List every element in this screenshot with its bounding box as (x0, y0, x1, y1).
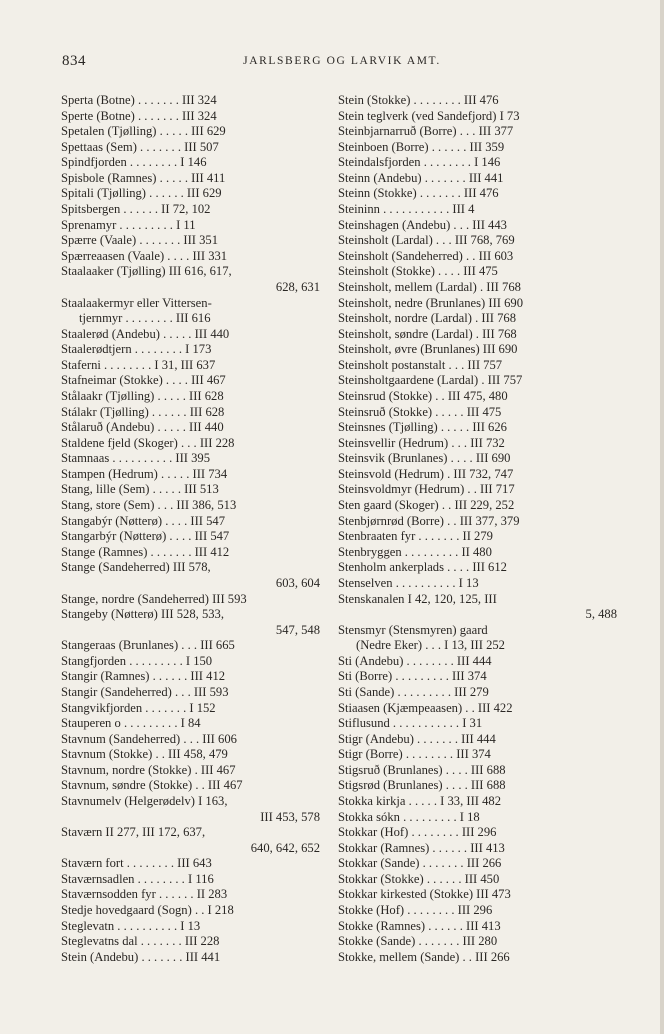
index-entry: Staalaaker (Tjølling) III 616, 617, (61, 264, 232, 279)
index-entry: Stang, lille (Sem) . . . . . III 513 (61, 482, 219, 497)
index-entry: Sti (Sande) . . . . . . . . . III 279 (338, 684, 489, 699)
page-header (62, 53, 622, 73)
index-entry: Stensmyr (Stensmyren) gaard (338, 622, 488, 637)
index-entry: Steinsholt, nedre (Brunlanes) III 690 (338, 295, 524, 310)
index-entry: III 453, 578 (260, 809, 320, 824)
index-entry: Steinsholtgaardene (Lardal) . III 757 (338, 373, 523, 388)
index-entry: Steinsholt (Stokke) . . . . III 475 (338, 264, 498, 279)
index-entry: Stamnaas . . . . . . . . . . III 395 (61, 451, 211, 466)
index-entry: Stenholm ankerplads . . . . III 612 (338, 560, 507, 575)
page-number: 834 (62, 53, 86, 69)
running-title: JARLSBERG OG LARVIK AMT. (243, 55, 441, 67)
index-entry: Steinsruð (Stokke) . . . . . III 475 (338, 404, 502, 419)
index-entry: Stokka sókn . . . . . . . . . I 18 (338, 809, 480, 824)
index-entry: 628, 631 (275, 279, 320, 294)
index-entry: Stange (Sandeherred) III 578, (61, 560, 211, 575)
index-entry: Steglevatns dal . . . . . . . III 228 (61, 934, 220, 949)
index-entry: Stigr (Borre) . . . . . . . . III 374 (338, 747, 491, 762)
index-entry: Stangarbýr (Nøtterø) . . . . III 547 (61, 529, 230, 544)
index-entry: Staværn fort . . . . . . . . III 643 (61, 856, 212, 871)
index-entry: Stiflusund . . . . . . . . . . . I 31 (338, 716, 483, 731)
index-entry: Stangabýr (Nøtterø) . . . . III 547 (61, 513, 226, 528)
index-entry: Stauperen o . . . . . . . . . I 84 (61, 716, 201, 731)
index-entry: tjernmyr . . . . . . . . III 616 (79, 311, 211, 326)
index-entry: Staalaakermyr eller Vittersen- (61, 295, 212, 310)
index-entry: Stokke (Ramnes) . . . . . . III 413 (338, 918, 501, 933)
index-entry: 603, 604 (275, 575, 320, 590)
index-entry: Stavnum (Stokke) . . III 458, 479 (61, 747, 228, 762)
index-entry: Stokkar (Stokke) . . . . . . III 450 (338, 871, 500, 886)
index-column-right (338, 93, 617, 965)
index-entry: Steinshagen (Andebu) . . . III 443 (338, 217, 507, 232)
index-entry: Staværnsodden fyr . . . . . . II 283 (61, 887, 228, 902)
index-entry: Stangvikfjorden . . . . . . . I 152 (61, 700, 216, 715)
index-entry: Stokkar kirkested (Stokke) III 473 (338, 887, 511, 902)
index-entry: Stein (Stokke) . . . . . . . . III 476 (338, 93, 499, 107)
index-entry: Stokke, mellem (Sande) . . III 266 (338, 949, 510, 964)
index-entry: Steinsholt postanstalt . . . III 757 (338, 357, 503, 372)
index-entry: Steinn (Andebu) . . . . . . . III 441 (338, 170, 504, 185)
index-entry: Sperte (Botne) . . . . . . . III 324 (61, 108, 217, 123)
index-entry: Spærre (Vaale) . . . . . . . III 351 (61, 233, 219, 248)
index-entry: Stokkar (Ramnes) . . . . . . III 413 (338, 840, 505, 855)
index-entry: Stokke (Hof) . . . . . . . . III 296 (338, 903, 493, 918)
index-entry: Stenbjørnrød (Borre) . . III 377, 379 (338, 513, 520, 528)
index-entry: Stavnum, søndre (Stokke) . . III 467 (61, 778, 243, 793)
index-entry: Stålaakr (Tjølling) . . . . . III 628 (61, 388, 224, 403)
index-entry: 547, 548 (275, 622, 320, 637)
index-entry: Steinsvik (Brunlanes) . . . . III 690 (338, 451, 511, 466)
index-entry: Steinsvoldmyr (Hedrum) . . III 717 (338, 482, 515, 497)
index-entry: Stampen (Hedrum) . . . . . III 734 (61, 466, 228, 481)
index-entry: Staferni . . . . . . . . I 31, III 637 (61, 357, 216, 372)
index-entry: Sprenamyr . . . . . . . . . I 11 (61, 217, 196, 232)
index-entry: Stigr (Andebu) . . . . . . . III 444 (338, 731, 496, 746)
index-entry: Stang, store (Sem) . . . III 386, 513 (61, 498, 237, 513)
index-entry: Stangeraas (Brunlanes) . . . III 665 (61, 638, 235, 653)
index-entry: Steglevatn . . . . . . . . . . I 13 (61, 918, 201, 933)
index-entry: Steinn (Stokke) . . . . . . . III 476 (338, 186, 499, 201)
index-entry: Steinsholt (Sandeherred) . . III 603 (338, 248, 514, 263)
index-entry: Steinsholt, mellem (Lardal) . III 768 (338, 279, 521, 294)
index-entry: Steindalsfjorden . . . . . . . . I 146 (338, 155, 501, 170)
index-entry: Stiaasen (Kjæmpeaasen) . . III 422 (338, 700, 513, 715)
index-entry: Spitsbergen . . . . . . II 72, 102 (61, 202, 211, 217)
index-entry: Stavnumelv (Helgerødelv) I 163, (61, 794, 228, 809)
index-entry: Stokkar (Hof) . . . . . . . . III 296 (338, 825, 497, 840)
index-entry: Stálakr (Tjølling) . . . . . . III 628 (61, 404, 225, 419)
index-entry: Stange (Ramnes) . . . . . . . III 412 (61, 544, 230, 559)
index-entry: Spettaas (Sem) . . . . . . . III 507 (61, 139, 219, 154)
index-entry: Staalerødtjern . . . . . . . . I 173 (61, 342, 212, 357)
index-entry: Stangfjorden . . . . . . . . . I 150 (61, 653, 213, 668)
index-entry: Spærreaasen (Vaale) . . . . III 331 (61, 248, 228, 263)
index-entry: (Nedre Eker) . . . I 13, III 252 (356, 638, 505, 653)
index-entry: Stavnum (Sandeherred) . . . III 606 (61, 731, 237, 746)
index-entry: Stange, nordre (Sandeherred) III 593 (61, 591, 247, 606)
index-entry: Spisbole (Ramnes) . . . . . III 411 (61, 170, 226, 185)
index-entry: Steinsvellir (Hedrum) . . . III 732 (338, 435, 505, 450)
index-entry: Stenbryggen . . . . . . . . . II 480 (338, 544, 492, 559)
index-entry: 5, 488 (585, 607, 617, 622)
index-entry: Spitali (Tjølling) . . . . . . III 629 (61, 186, 222, 201)
index-entry: Steinboen (Borre) . . . . . . III 359 (338, 139, 505, 154)
index-entry: Stenskanalen I 42, 120, 125, III (338, 591, 497, 606)
index-entry: Stigsruð (Brunlanes) . . . . III 688 (338, 762, 506, 777)
index-entry: Sti (Borre) . . . . . . . . . III 374 (338, 669, 487, 684)
index-entry: Sperta (Botne) . . . . . . . III 324 (61, 93, 217, 107)
index-entry: Staalerød (Andebu) . . . . . III 440 (61, 326, 230, 341)
index-column-left (61, 93, 320, 965)
index-entry: Steinsnes (Tjølling) . . . . . III 626 (338, 420, 507, 435)
index-entry: Stenbraaten fyr . . . . . . . II 279 (338, 529, 493, 544)
index-entry: Stokka kirkja . . . . . I 33, III 482 (338, 794, 501, 809)
index-entry: Stokke (Sande) . . . . . . . III 280 (338, 934, 498, 949)
index-entry: Stenselven . . . . . . . . . . I 13 (338, 575, 479, 590)
index-entry: Staværnsadlen . . . . . . . . I 116 (61, 871, 214, 886)
index-entry: Steinsholt, øvre (Brunlanes) III 690 (338, 342, 518, 357)
index-entry: Spindfjorden . . . . . . . . I 146 (61, 155, 207, 170)
index-entry: Staldene fjeld (Skoger) . . . III 228 (61, 435, 235, 450)
index-entry: Stavnum, nordre (Stokke) . III 467 (61, 762, 236, 777)
index-entry: Stein teglverk (ved Sandefjord) I 73 (338, 108, 520, 123)
index-entry: Staværn II 277, III 172, 637, (61, 825, 206, 840)
page-edge (660, 0, 664, 1034)
index-entry: Sten gaard (Skoger) . . III 229, 252 (338, 498, 515, 513)
index-entry: Stafneimar (Stokke) . . . . III 467 (61, 373, 226, 388)
index-entry: Steinsholt, søndre (Lardal) . III 768 (338, 326, 517, 341)
index-entry: Steinsrud (Stokke) . . III 475, 480 (338, 388, 508, 403)
index-entry: Stangir (Sandeherred) . . . III 593 (61, 684, 229, 699)
index-entry: 640, 642, 652 (250, 840, 320, 855)
index-entry: Steininn . . . . . . . . . . . III 4 (338, 202, 475, 217)
index-entry: Steinsvold (Hedrum) . III 732, 747 (338, 466, 514, 481)
index-entry: Sti (Andebu) . . . . . . . . III 444 (338, 653, 492, 668)
index-entry: Steinsholt (Lardal) . . . III 768, 769 (338, 233, 515, 248)
index-entry: Stigsrød (Brunlanes) . . . . III 688 (338, 778, 506, 793)
index-entry: Stokkar (Sande) . . . . . . . III 266 (338, 856, 502, 871)
index-entry: Steinsholt, nordre (Lardal) . III 768 (338, 311, 517, 326)
index-entry: Stedje hovedgaard (Sogn) . . I 218 (61, 903, 234, 918)
index-entry: Stein (Andebu) . . . . . . . III 441 (61, 949, 221, 964)
index-entry: Stålaruð (Andebu) . . . . . III 440 (61, 420, 224, 435)
index-entry: Steinbjarnarruð (Borre) . . . III 377 (338, 124, 514, 139)
index-entry: Spetalen (Tjølling) . . . . . III 629 (61, 124, 226, 139)
index-entry: Stangir (Ramnes) . . . . . . III 412 (61, 669, 226, 684)
index-entry: Stangeby (Nøtterø) III 528, 533, (61, 607, 224, 622)
